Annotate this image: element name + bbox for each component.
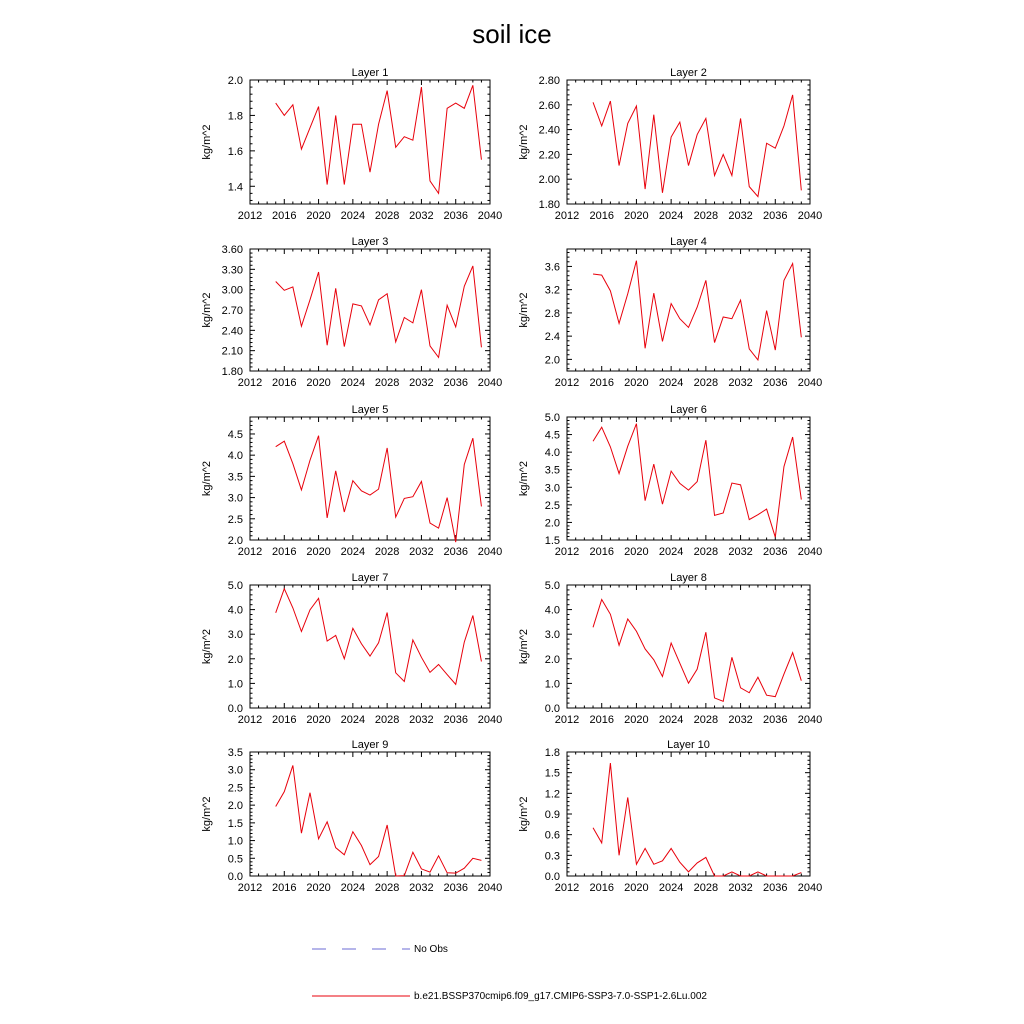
panel-title-9: Layer 9	[351, 739, 389, 751]
x-tick-label-2: 2032	[728, 210, 753, 222]
y-tick-label-6: 5.0	[544, 412, 560, 424]
y-tick-label-10: 0.0	[544, 871, 560, 883]
y-tick-label-3: 2.70	[221, 305, 243, 317]
y-tick-label-10: 1.5	[544, 767, 560, 780]
y-tick-label-6: 4.5	[544, 429, 560, 442]
panel-title-3: Layer 3	[351, 236, 389, 248]
x-tick-label-9: 2040	[477, 882, 503, 894]
x-tick-label-3: 2020	[306, 377, 331, 389]
x-tick-label-9: 2024	[340, 882, 366, 894]
plot-frame-10	[567, 752, 810, 876]
panel-title-10: Layer 10	[667, 739, 710, 751]
plot-frame-9	[250, 752, 490, 876]
series-line-layer-2	[593, 95, 801, 197]
x-tick-label-5: 2028	[374, 546, 400, 558]
y-tick-label-2: 2.40	[538, 124, 560, 137]
panel-layer-6	[518, 404, 822, 558]
x-tick-label-1: 2024	[340, 210, 366, 222]
y-tick-label-8: 4.0	[544, 604, 560, 617]
y-tick-label-9: 2.5	[227, 782, 243, 795]
y-axis-label-7: kg/m^2	[201, 628, 213, 665]
panels	[201, 67, 822, 894]
x-tick-label-7: 2020	[306, 714, 331, 726]
x-tick-label-7: 2036	[443, 714, 468, 726]
panel-layer-3	[201, 236, 502, 389]
x-tick-label-2: 2024	[658, 210, 684, 222]
x-tick-label-8: 2012	[554, 714, 580, 726]
y-tick-label-10: 1.2	[544, 788, 560, 801]
plot-frame-6	[567, 417, 810, 540]
panel-layer-1	[201, 67, 502, 222]
y-tick-label-4: 2.0	[544, 354, 560, 367]
y-tick-label-4: 2.8	[544, 307, 560, 320]
y-tick-label-3: 3.00	[221, 284, 243, 297]
x-tick-label-6: 2012	[554, 546, 580, 558]
y-tick-label-6: 3.0	[544, 482, 560, 495]
y-tick-label-4: 3.2	[544, 284, 560, 297]
x-tick-label-3: 2016	[272, 377, 297, 389]
x-tick-label-1: 2036	[443, 210, 468, 222]
x-tick-label-10: 2036	[763, 882, 788, 894]
y-tick-label-9: 1.5	[227, 817, 243, 830]
x-tick-label-10: 2024	[658, 882, 684, 894]
x-tick-label-2: 2028	[693, 210, 719, 222]
x-tick-label-5: 2032	[409, 546, 434, 558]
series-line-layer-10	[593, 763, 801, 876]
x-tick-label-6: 2016	[589, 546, 614, 558]
plot-frame-4	[567, 249, 810, 371]
x-tick-label-4: 2036	[763, 377, 788, 389]
x-tick-label-7: 2032	[409, 714, 434, 726]
x-tick-label-5: 2036	[443, 546, 468, 558]
y-tick-label-9: 2.0	[227, 800, 243, 813]
x-tick-label-7: 2040	[477, 714, 503, 726]
x-tick-label-6: 2032	[728, 546, 753, 558]
x-tick-label-1: 2016	[272, 210, 297, 222]
x-tick-label-4: 2032	[728, 377, 753, 389]
y-axis-label-3: kg/m^2	[201, 292, 213, 328]
series-line-layer-5	[276, 436, 482, 542]
x-tick-label-9: 2036	[443, 882, 468, 894]
x-tick-label-8: 2032	[728, 714, 753, 726]
y-tick-label-6: 4.0	[544, 447, 560, 460]
y-tick-label-4: 2.4	[544, 331, 560, 344]
x-tick-label-10: 2016	[589, 882, 614, 894]
y-tick-label-8: 2.0	[544, 653, 560, 666]
y-axis-label-4: kg/m^2	[518, 292, 530, 328]
y-axis-label-9: kg/m^2	[201, 796, 213, 832]
x-tick-label-10: 2032	[728, 882, 753, 894]
x-tick-label-6: 2036	[763, 546, 788, 558]
y-tick-label-3: 3.60	[221, 244, 243, 256]
y-axis-label-2: kg/m^2	[518, 124, 530, 160]
x-tick-label-2: 2020	[624, 210, 649, 222]
y-tick-label-3: 1.80	[221, 366, 243, 378]
x-tick-label-2: 2012	[554, 210, 580, 222]
x-tick-label-10: 2028	[693, 882, 719, 894]
x-tick-label-6: 2024	[658, 546, 684, 558]
y-tick-label-7: 1.0	[227, 678, 243, 691]
y-tick-label-10: 1.8	[544, 747, 560, 759]
panel-title-4: Layer 4	[670, 236, 707, 248]
x-tick-label-2: 2036	[763, 210, 788, 222]
y-tick-label-5: 3.5	[227, 471, 243, 484]
x-tick-label-3: 2028	[374, 377, 400, 389]
x-tick-label-2: 2016	[589, 210, 614, 222]
plot-frame-3	[250, 249, 490, 371]
x-tick-label-1: 2040	[477, 210, 503, 222]
y-axis-label-1: kg/m^2	[201, 124, 213, 160]
y-axis-label-8: kg/m^2	[518, 628, 530, 665]
x-tick-label-6: 2040	[797, 546, 823, 558]
series-line-layer-3	[276, 266, 482, 358]
x-tick-label-7: 2028	[374, 714, 400, 726]
x-tick-label-8: 2020	[624, 714, 649, 726]
x-tick-label-10: 2012	[554, 882, 580, 894]
series-line-layer-4	[593, 261, 801, 360]
x-tick-label-4: 2028	[693, 377, 719, 389]
y-tick-label-2: 2.00	[538, 174, 560, 187]
x-tick-label-9: 2020	[306, 882, 331, 894]
y-tick-label-10: 0.3	[544, 850, 560, 863]
x-tick-label-4: 2024	[658, 377, 684, 389]
y-tick-label-5: 3.0	[227, 492, 243, 505]
panel-title-5: Layer 5	[351, 404, 389, 416]
x-tick-label-3: 2032	[409, 377, 434, 389]
y-axis-label-5: kg/m^2	[201, 460, 213, 497]
y-tick-label-3: 3.30	[221, 264, 243, 277]
y-tick-label-5: 2.0	[227, 535, 243, 547]
panel-layer-2	[518, 67, 822, 222]
x-tick-label-10: 2020	[624, 882, 649, 894]
panel-layer-5	[201, 404, 502, 558]
y-tick-label-3: 2.40	[221, 325, 243, 338]
x-tick-label-9: 2032	[409, 882, 434, 894]
x-tick-label-2: 2040	[797, 210, 823, 222]
x-tick-label-4: 2016	[589, 377, 614, 389]
y-tick-label-7: 4.0	[227, 604, 243, 617]
x-tick-label-8: 2028	[693, 714, 719, 726]
x-tick-label-7: 2016	[272, 714, 297, 726]
y-tick-label-6: 3.5	[544, 464, 560, 477]
x-tick-label-4: 2012	[554, 377, 580, 389]
x-tick-label-8: 2036	[763, 714, 788, 726]
plot-frame-2	[567, 80, 810, 204]
x-tick-label-4: 2040	[797, 377, 823, 389]
y-tick-label-10: 0.9	[544, 809, 560, 821]
x-tick-label-5: 2024	[340, 546, 366, 558]
y-tick-label-2: 2.20	[538, 149, 560, 162]
x-tick-label-9: 2012	[237, 882, 263, 894]
x-tick-label-1: 2028	[374, 210, 400, 222]
panel-layer-10	[518, 739, 822, 894]
y-tick-label-6: 1.5	[544, 535, 560, 547]
y-tick-label-1: 1.4	[227, 181, 243, 194]
x-tick-label-3: 2024	[340, 377, 366, 389]
x-tick-label-8: 2040	[797, 714, 823, 726]
y-tick-label-7: 5.0	[227, 580, 243, 592]
series-line-layer-7	[276, 589, 482, 685]
panel-layer-7	[201, 572, 502, 726]
y-tick-label-9: 0.5	[227, 853, 243, 866]
x-tick-label-6: 2020	[624, 546, 649, 558]
series-line-layer-1	[276, 85, 482, 193]
x-tick-label-5: 2016	[272, 546, 297, 558]
x-tick-label-9: 2016	[272, 882, 297, 894]
panel-layer-9	[201, 739, 502, 894]
y-tick-label-9: 3.5	[227, 747, 243, 759]
panel-layer-4	[518, 236, 822, 389]
x-tick-label-1: 2020	[306, 210, 331, 222]
panel-title-7: Layer 7	[351, 572, 389, 584]
y-tick-label-1: 1.6	[227, 145, 243, 158]
series-line-layer-6	[593, 424, 801, 538]
x-tick-label-5: 2012	[237, 546, 263, 558]
y-tick-label-10: 0.6	[544, 829, 560, 842]
panel-title-6: Layer 6	[670, 404, 707, 416]
y-tick-label-9: 3.0	[227, 764, 243, 777]
x-tick-label-7: 2024	[340, 714, 366, 726]
y-tick-label-6: 2.5	[544, 499, 560, 512]
y-tick-label-5: 2.5	[227, 513, 243, 526]
y-tick-label-8: 3.0	[544, 629, 560, 642]
x-tick-label-3: 2036	[443, 377, 468, 389]
plot-frame-1	[250, 80, 490, 204]
x-tick-label-5: 2020	[306, 546, 331, 558]
y-tick-label-2: 1.80	[538, 199, 560, 211]
panel-title-2: Layer 2	[670, 67, 707, 79]
plot-frame-7	[250, 585, 490, 708]
x-tick-label-9: 2028	[374, 882, 400, 894]
y-tick-label-5: 4.5	[227, 428, 243, 441]
panel-title-8: Layer 8	[670, 572, 707, 584]
y-tick-label-1: 1.8	[227, 110, 243, 123]
y-tick-label-4: 3.6	[544, 261, 560, 274]
y-tick-label-3: 2.10	[221, 345, 243, 358]
x-tick-label-1: 2012	[237, 210, 263, 222]
y-tick-label-7: 2.0	[227, 653, 243, 666]
y-axis-label-10: kg/m^2	[518, 796, 530, 832]
legend-obs-label: No Obs	[414, 944, 448, 955]
x-tick-label-5: 2040	[477, 546, 503, 558]
panel-title-1: Layer 1	[351, 67, 389, 79]
x-tick-label-4: 2020	[624, 377, 649, 389]
y-tick-label-5: 4.0	[227, 450, 243, 463]
y-tick-label-1: 2.0	[227, 75, 243, 87]
plot-frame-5	[250, 417, 490, 540]
x-tick-label-8: 2016	[589, 714, 614, 726]
x-tick-label-6: 2028	[693, 546, 719, 558]
y-tick-label-8: 5.0	[544, 580, 560, 592]
y-tick-label-2: 2.80	[538, 75, 560, 87]
y-tick-label-2: 2.60	[538, 99, 560, 112]
figure-title: soil ice	[472, 19, 552, 49]
x-tick-label-3: 2040	[477, 377, 503, 389]
panel-layer-8	[518, 572, 822, 726]
y-tick-label-8: 0.0	[544, 703, 560, 715]
y-tick-label-6: 2.0	[544, 517, 560, 530]
y-tick-label-7: 0.0	[227, 703, 243, 715]
series-line-layer-8	[593, 600, 801, 702]
series-line-layer-9	[276, 765, 482, 876]
x-tick-label-3: 2012	[237, 377, 263, 389]
y-tick-label-7: 3.0	[227, 629, 243, 642]
x-tick-label-1: 2032	[409, 210, 434, 222]
y-tick-label-9: 0.0	[227, 871, 243, 883]
y-tick-label-9: 1.0	[227, 835, 243, 848]
y-axis-label-6: kg/m^2	[518, 460, 530, 497]
x-tick-label-7: 2012	[237, 714, 263, 726]
y-tick-label-8: 1.0	[544, 678, 560, 691]
x-tick-label-8: 2024	[658, 714, 684, 726]
legend	[312, 944, 707, 1002]
legend-model-label: b.e21.BSSP370cmip6.f09_g17.CMIP6-SSP3-7.0-SSP1-2.6Lu.002	[414, 991, 707, 1002]
x-tick-label-10: 2040	[797, 882, 823, 894]
